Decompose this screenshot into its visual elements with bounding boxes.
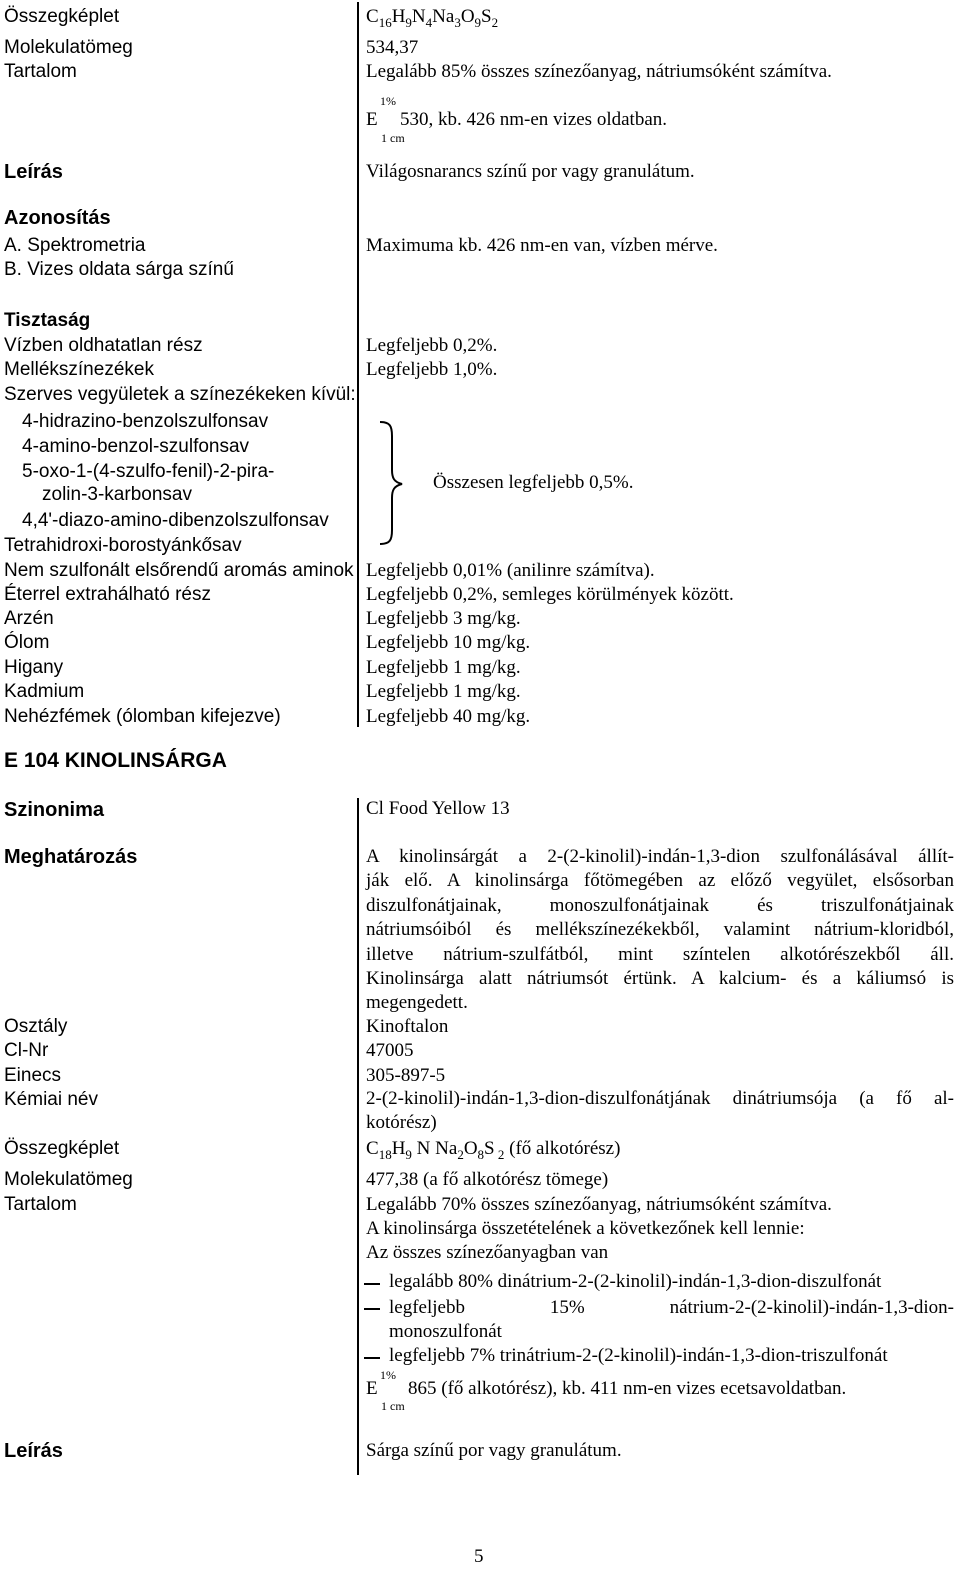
purity-row-value: Legfeljebb 40 mg/kg. xyxy=(366,706,531,727)
ci-value: 47005 xyxy=(366,1040,414,1061)
purity-row-value: Legfeljebb 0,2%. xyxy=(366,335,498,356)
purity-row-value: Legfeljebb 1 mg/kg. xyxy=(366,681,521,702)
section-title: E 104 KINOLINSÁRGA xyxy=(4,749,227,772)
purity-row-value: Legfeljebb 1 mg/kg. xyxy=(366,657,521,678)
purity-row-value: Legfeljebb 3 mg/kg. xyxy=(366,608,521,629)
content2-line: Az összes színezőanyagban van xyxy=(366,1242,609,1263)
bullet-dash xyxy=(364,1283,380,1285)
definition-line: ják elő. A kinolinsárga főtömegében az előző vegyület, elsősorban xyxy=(366,870,954,892)
absorbance-E: E xyxy=(366,109,378,130)
organic-item: 4-hidrazino-benzolszulfonsav xyxy=(22,411,269,432)
content2-line: A kinolinsárga összetételének a következőnek kell lennie: xyxy=(366,1218,805,1239)
purity-row-label: Higany xyxy=(4,657,64,678)
organic-item: 4-amino-benzol-szulfonsav xyxy=(22,436,250,457)
content-value: Legalább 85% összes színezőanyag, nátriumsóként számítva. xyxy=(366,61,832,82)
definition-line: illetve nátrium-szulfátból, mint színtelen alkotórészekből áll. xyxy=(366,943,954,965)
chemical-name-label: Kémiai név xyxy=(4,1089,98,1110)
purity-row-value: Legfeljebb 10 mg/kg. xyxy=(366,632,531,653)
content2-line: Legalább 70% összes színezőanyag, nátriumsóként számítva. xyxy=(366,1194,832,1215)
description-value: Világosnarancs színű por vagy granulátum. xyxy=(366,161,695,182)
identification-a-value: Maximuma kb. 426 nm-en van, vízben mérve. xyxy=(366,235,718,256)
purity-row-value: Legfeljebb 0,01% (anilinre számítva). xyxy=(366,560,655,581)
definition-line: diszulfonátjainak, monoszulfonátjainak és triszulfonátjainak xyxy=(366,894,954,916)
definition-label: Meghatározás xyxy=(4,846,138,868)
formula-value: $C_{16}H_9N_4Na_3O_9S_2$ xyxy=(366,6,499,30)
definition-line: A kinolinsárgát a 2-(2-kinolil)-indán-1,3-dion szulfonálásával állít- xyxy=(366,846,954,867)
purity-row-label: Mellékszínezékek xyxy=(4,359,154,380)
chemical-name-line: 2-(2-kinolil)-indán-1,3-dion-diszulfonátjának dinátriumsója (a fő al- xyxy=(366,1088,954,1109)
formula-label: Összegképlet xyxy=(4,6,120,27)
mass-value: 534,37 xyxy=(366,37,419,58)
identification-heading: Azonosítás xyxy=(4,207,111,229)
organic-item: 4,4'-diazo-amino-dibenzolszulfonsav xyxy=(22,510,329,531)
purity-row-label: Kadmium xyxy=(4,681,85,702)
class-label: Osztály xyxy=(4,1016,68,1037)
purity-row-label: Ólom xyxy=(4,632,50,653)
absorbance2-value: 865 (fő alkotórész), kb. 411 nm-en vizes ecetsavoldatban. xyxy=(408,1378,847,1399)
synonym-value: Cl Food Yellow 13 xyxy=(366,798,510,819)
definition-line: megengedett. xyxy=(366,992,468,1014)
content2-label: Tartalom xyxy=(4,1194,77,1215)
description-label: Leírás xyxy=(4,161,63,183)
einecs-value: 305-897-5 xyxy=(366,1065,446,1086)
description2-label: Leírás xyxy=(4,1440,63,1462)
chemical-name-text xyxy=(366,1087,954,1136)
purity-row-label: Vízben oldhatatlan rész xyxy=(4,335,203,356)
absorbance2-sup: 1% xyxy=(380,1368,396,1382)
bullet-item: monoszulfonát xyxy=(389,1321,502,1342)
absorbance-sup: 1% xyxy=(380,94,396,108)
column-divider-bottom xyxy=(357,798,359,1475)
curly-brace-icon xyxy=(376,418,416,548)
absorbance2-E: E xyxy=(366,1378,378,1399)
organic-item: Tetrahidroxi-borostyánkősav xyxy=(4,535,242,556)
bullet-item: legfeljebb 15% nátrium-2-(2-kinolil)-indán-1,3-dion- xyxy=(389,1297,954,1318)
content-label: Tartalom xyxy=(4,61,77,82)
mass-label: Molekulatömeg xyxy=(4,37,133,58)
purity-row-label: Nehézfémek (ólomban kifejezve) xyxy=(4,706,281,727)
synonym-label: Szinonima xyxy=(4,799,105,821)
bullet-dash xyxy=(364,1308,380,1310)
organic-total: Összesen legfeljebb 0,5%. xyxy=(433,472,634,493)
mass2-value: 477,38 (a fő alkotórész tömege) xyxy=(366,1169,609,1190)
purity-row-label: Arzén xyxy=(4,608,54,629)
bullet-item: legalább 80% dinátrium-2-(2-kinolil)-indán-1,3-dion-diszulfonát xyxy=(389,1271,882,1292)
organic-compounds-label: Szerves vegyületek a színezékeken kívül: xyxy=(4,384,356,405)
mass2-label: Molekulatömeg xyxy=(4,1169,133,1190)
definition-line: Kinolinsárga alatt nátriumsót értünk. A kalcium- és a káliumsó is xyxy=(366,968,954,990)
identification-a-label: A. Spektrometria xyxy=(4,235,146,256)
definition-text xyxy=(366,845,954,1016)
purity-heading: Tisztaság xyxy=(4,310,91,331)
identification-b-label: B. Vizes oldata sárga színű xyxy=(4,259,234,280)
ci-label: Cl-Nr xyxy=(4,1040,49,1061)
organic-item: 5-oxo-1-(4-szulfo-fenil)-2-pira- xyxy=(22,461,275,482)
purity-row-label: Éterrel extrahálható rész xyxy=(4,584,211,605)
class-value: Kinoftalon xyxy=(366,1016,449,1037)
absorbance-value: 530, kb. 426 nm-en vizes oldatban. xyxy=(400,109,668,130)
formula2-value: $C_{18}H_9$ N $Na_2O_8S$ $_2$ (fő alkotórész) xyxy=(366,1138,621,1162)
column-divider-top xyxy=(357,2,359,727)
formula2-label: Összegképlet xyxy=(4,1138,120,1159)
absorbance2-sub: 1 cm xyxy=(381,1399,405,1413)
purity-row-value: Legfeljebb 1,0%. xyxy=(366,359,498,380)
formula2-suffix: (fő alkotórész) xyxy=(509,1138,621,1159)
einecs-label: Einecs xyxy=(4,1065,62,1086)
chemical-name-line: kotórész) xyxy=(366,1112,437,1134)
bullet-dash xyxy=(364,1357,380,1359)
bullet-item: legfeljebb 7% trinátrium-2-(2-kinolil)-indán-1,3-dion-triszulfonát xyxy=(389,1345,888,1366)
definition-line: nátriumsóiból és mellékszínezékekből, valamint nátrium-kloridból, xyxy=(366,919,954,941)
organic-item: zolin-3-karbonsav xyxy=(42,484,192,505)
absorbance-sub: 1 cm xyxy=(381,131,405,145)
page-number: 5 xyxy=(474,1546,484,1567)
description2-value: Sárga színű por vagy granulátum. xyxy=(366,1440,622,1461)
purity-row-label: Nem szulfonált elsőrendű aromás aminok xyxy=(4,560,354,581)
purity-row-value: Legfeljebb 0,2%, semleges körülmények között. xyxy=(366,584,734,605)
